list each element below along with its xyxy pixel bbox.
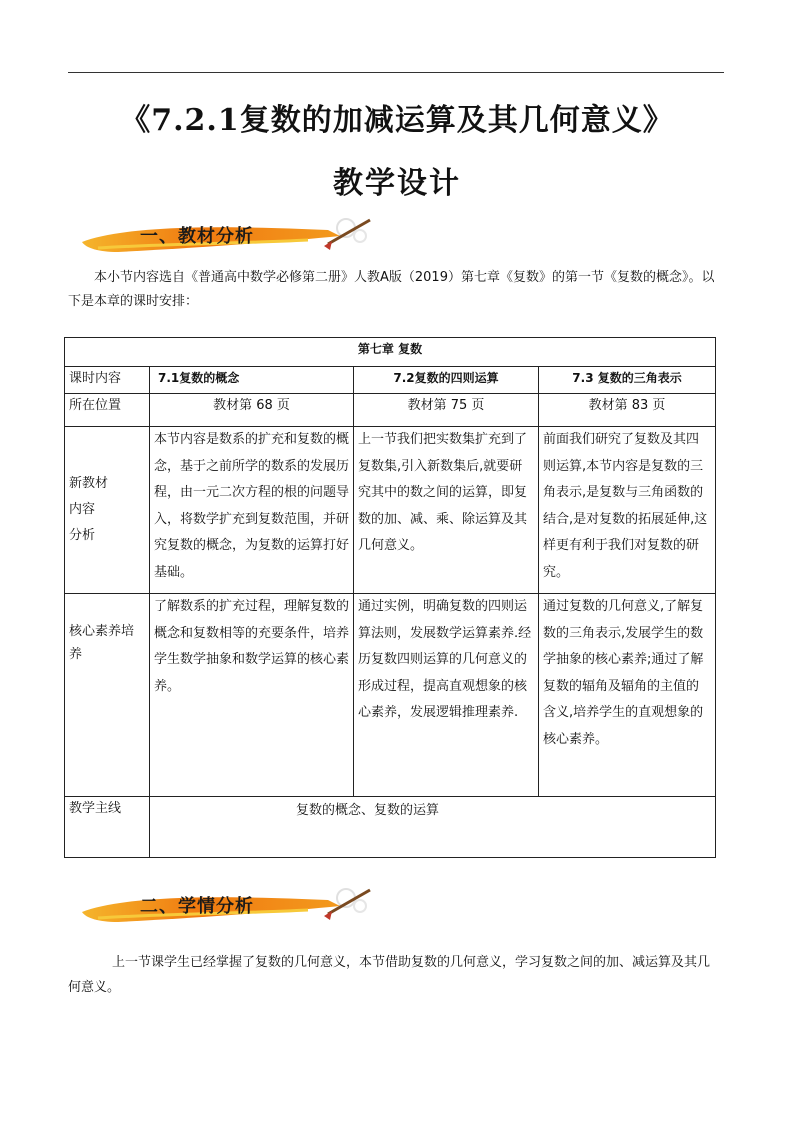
table-row <box>65 338 716 367</box>
row-label-position: 所在位置 <box>65 394 150 427</box>
header-rule <box>68 72 724 73</box>
table-row <box>65 427 716 594</box>
document-title: 《7.2.1复数的加减运算及其几何意义》 <box>120 103 674 138</box>
literacy-cell: 了解数系的扩充过程，理解复数的概念和复数相等的充要条件，培养学生数学抽象和数学运算的核心素养。 <box>150 594 354 797</box>
section-heading-1: 一、教材分析 <box>140 226 254 247</box>
table-row <box>65 594 716 797</box>
table-row <box>65 394 716 427</box>
table-row <box>65 367 716 394</box>
analysis-cell: 本节内容是数系的扩充和复数的概念，基于之前所学的数系的发展历程，由一元二次方程的根的问题导入，将数学扩充到复数范围，并研究复数的概念，为复数的运算打好基础。 <box>150 427 354 594</box>
section-banner-2 <box>78 884 378 928</box>
page-position-cell: 教材第 68 页 <box>150 394 354 427</box>
row-label-content: 课时内容 <box>65 367 150 394</box>
lesson-schedule-table <box>64 337 716 858</box>
section-title-cell: 7.2复数的四则运算 <box>354 367 539 394</box>
section-2-body: 上一节课学生已经掌握了复数的几何意义，本节借助复数的几何意义，学习复数之间的加、减运算及其几何意义。 <box>68 955 711 995</box>
section-1-intro: 本小节内容选自《普通高中数学必修第二册》人教A版（2019）第七章《复数》的第一节《复数的概念》。以下是本章的课时安排： <box>68 270 715 309</box>
row-label-mainline: 教学主线 <box>65 797 150 858</box>
section-title-cell: 7.3 复数的三角表示 <box>539 367 716 394</box>
literacy-cell: 通过实例，明确复数的四则运算法则，发展数学运算素养.经历复数四则运算的几何意义的形成过程，提高直观想象的核心素养，发展逻辑推理素养. <box>354 594 539 797</box>
row-label-analysis: 新教材 内容 分析 <box>65 427 150 594</box>
analysis-cell: 前面我们研究了复数及其四则运算,本节内容是复数的三角表示,是复数与三角函数的结合,是对复数的拓展延伸,这样更有利于我们对复数的研究。 <box>539 427 716 594</box>
page-position-cell: 教材第 83 页 <box>539 394 716 427</box>
row-label-literacy: 核心素养培养 <box>65 594 150 797</box>
table-row <box>65 797 716 858</box>
literacy-cell: 通过复数的几何意义,了解复数的三角表示,发展学生的数学抽象的核心素养;通过了解复数的辐角及辐角的主值的含义,培养学生的直观想象的核心素养。 <box>539 594 716 797</box>
analysis-cell: 上一节我们把实数集扩充到了复数集,引入新数集后,就要研究其中的数之间的运算，即复数的加、减、乘、除运算及其几何意义。 <box>354 427 539 594</box>
section-heading-2: 二、学情分析 <box>140 896 254 917</box>
document-subtitle: 教学设计 <box>333 166 461 201</box>
page-position-cell: 教材第 75 页 <box>354 394 539 427</box>
section-title-cell: 7.1复数的概念 <box>150 367 354 394</box>
mainline-cell: 复数的概念、复数的运算 <box>150 797 716 858</box>
section-banner-1 <box>78 214 378 258</box>
chapter-header: 第七章 复数 <box>65 338 716 367</box>
